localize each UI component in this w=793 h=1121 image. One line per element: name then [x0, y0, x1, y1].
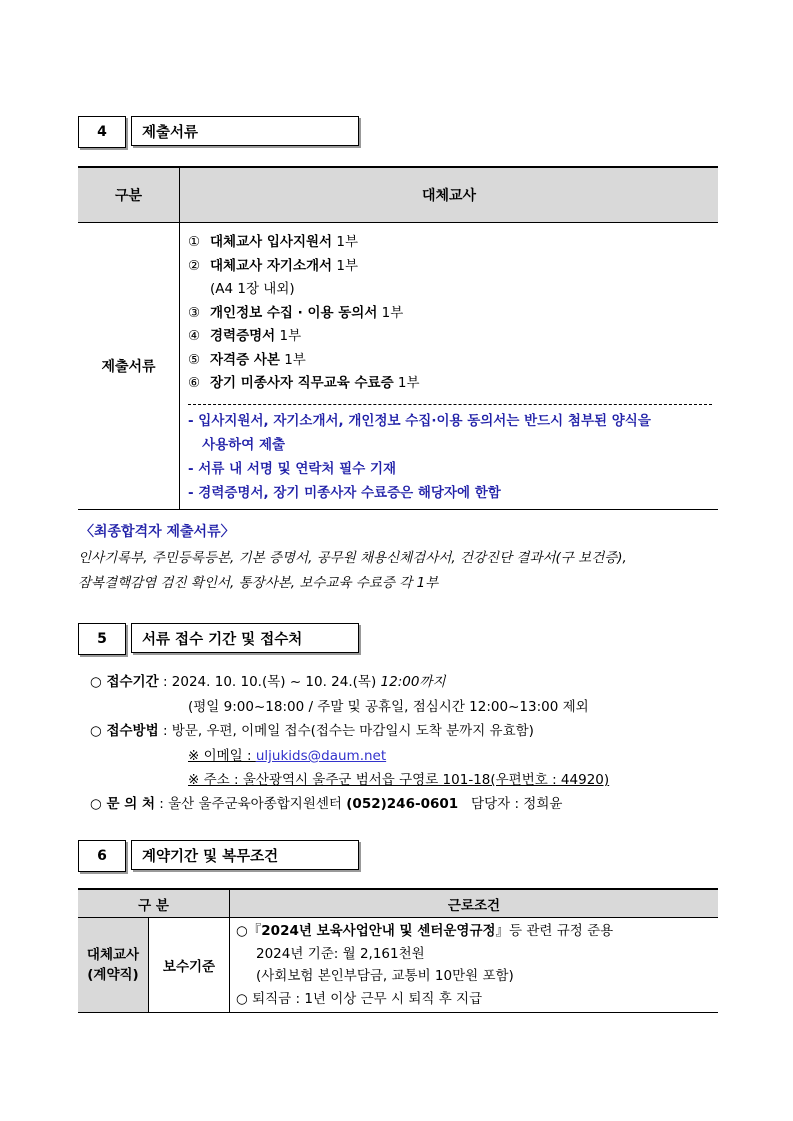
condition-line-2: 2024년 기준: 월 2,161천원	[256, 945, 425, 962]
period-note: (평일 9:00~18:00 / 주말 및 공휴일, 점심시간 12:00~13:00 제외	[188, 699, 589, 715]
section-4-number: 4	[78, 116, 126, 148]
final-documents-line-1: 인사기록부, 주민등록등본, 기본 증명서, 공무원 채용신체검사서, 건강진단 결과서(구 보건증),	[78, 550, 627, 566]
row-label-substitute-teacher: 대체교사 (계약직)	[78, 918, 149, 1013]
period-deadline: 12:00까지	[380, 674, 446, 690]
dashed-divider	[188, 404, 712, 405]
contact-phone: (052)246-0601	[346, 796, 459, 812]
note-line: 사용하여 제출	[188, 436, 286, 453]
contact-person: 담당자 : 정희윤	[458, 796, 563, 812]
row-label-documents: 제출서류	[78, 223, 180, 510]
conditions-cell	[230, 918, 719, 1013]
table-header-category: 구분	[78, 167, 180, 223]
email-link[interactable]: uljukids@daum.net	[255, 748, 387, 764]
period-label: ○ 접수기간	[90, 674, 159, 690]
documents-cell	[180, 223, 719, 510]
final-documents-line-2: 잠복결핵감염 검진 확인서, 통장사본, 보수교육 수료증 각 1부	[78, 575, 439, 591]
list-item: ① 대체교사 입사지원서 1부	[188, 234, 358, 250]
document-list	[188, 231, 712, 396]
list-item: ② 대체교사 자기소개서 1부	[188, 257, 358, 274]
final-documents-heading: 〈최종합격자 제출서류〉	[80, 524, 235, 540]
method-line	[90, 719, 534, 739]
table-header-conditions: 근로조건	[230, 889, 719, 918]
list-item: ⑥ 장기 미종사자 직무교육 수료증 1부	[188, 375, 420, 391]
condition-line-1: ○『2024년 보육사업안내 및 센터운영규정』등 관련 규정 준용	[236, 923, 614, 939]
table-header-category: 구 분	[78, 889, 230, 918]
documents-table	[78, 166, 718, 510]
note-line: - 입사지원서, 자기소개서, 개인정보 수집·이용 동의서는 반드시 첨부된 양식을	[188, 412, 651, 429]
sub-label-pay-standard: 보수기준	[149, 918, 230, 1013]
condition-line-4: ○ 퇴직금 : 1년 이상 근무 시 퇴직 후 지급	[236, 990, 483, 1007]
notes	[188, 409, 712, 505]
email-label: ※ 이메일 :	[188, 748, 256, 764]
note-line: - 경력증명서, 장기 미종사자 수료증은 해당자에 한함	[188, 484, 501, 501]
section-6-number: 6	[78, 840, 126, 872]
section-5-title: 서류 접수 기간 및 접수처	[131, 623, 359, 653]
section-4-title: 제출서류	[131, 116, 359, 146]
section-6-title: 계약기간 및 복무조건	[131, 840, 359, 870]
note-line: - 서류 내 서명 및 연락처 필수 기재	[188, 460, 397, 477]
list-item: ④ 경력증명서 1부	[188, 328, 302, 344]
contact-line	[90, 792, 562, 812]
list-item: ③ 개인정보 수집 · 이용 동의서 1부	[188, 304, 404, 321]
method-label: ○ 접수방법	[90, 723, 159, 739]
period-value: : 2024. 10. 10.(목) ~ 10. 24.(목)	[158, 674, 381, 690]
conditions-table	[78, 888, 718, 1013]
list-item: ⑤ 자격증 사본 1부	[188, 351, 306, 368]
table-header-substitute-teacher: 대체교사	[180, 167, 719, 223]
contact-label: ○ 문 의 처	[90, 796, 156, 812]
period-line	[90, 670, 446, 690]
address-line: ※ 주소 : 울산광역시 울주군 범서읍 구영로 101-18(우편번호 : 44920)	[188, 772, 610, 788]
email-line	[188, 744, 386, 764]
section-5-number: 5	[78, 623, 126, 655]
condition-line-3: (사회보험 본인부담금, 교통비 10만원 포함)	[256, 968, 514, 984]
contact-value: : 울산 울주군육아종합지원센터	[155, 796, 347, 812]
method-value: : 방문, 우편, 이메일 접수(접수는 마감일시 도착 분까지 유효함)	[158, 723, 534, 739]
list-item: (A4 1장 내외)	[210, 281, 295, 297]
